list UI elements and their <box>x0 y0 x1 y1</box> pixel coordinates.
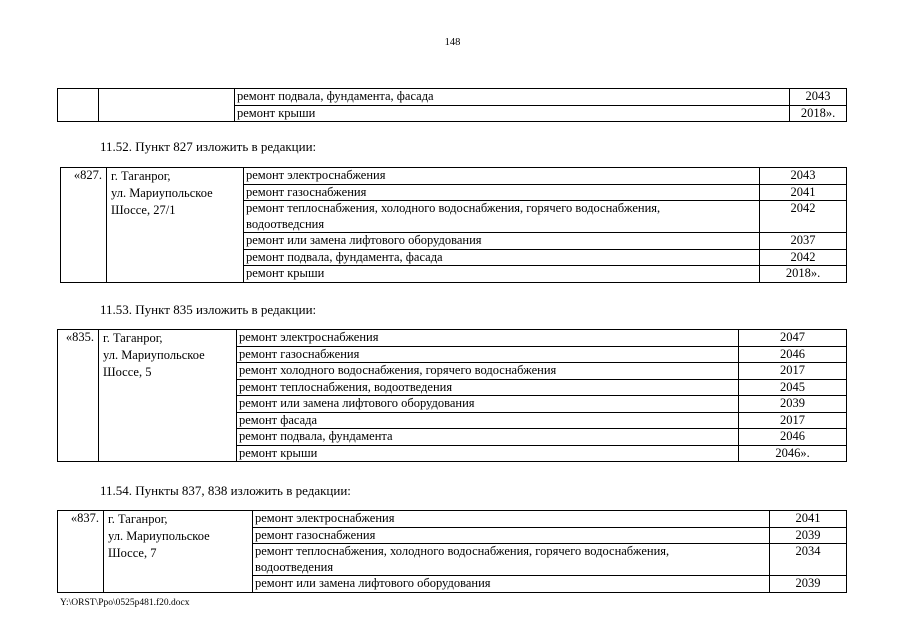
work-cell: ремонт крыши <box>237 445 739 462</box>
work-cell: ремонт подвала, фундамента, фасада <box>244 249 760 266</box>
year-cell: 2041 <box>770 511 847 528</box>
year-cell: 2039 <box>770 576 847 593</box>
item-code: «827. <box>61 168 107 283</box>
year-cell: 2017 <box>739 363 847 380</box>
year-cell: 2039 <box>770 527 847 544</box>
item-code: «837. <box>58 511 104 593</box>
address-cell <box>99 89 235 122</box>
year-cell: 2041 <box>760 184 847 201</box>
table-row <box>58 511 847 528</box>
work-cell: ремонт газоснабжения <box>244 184 760 201</box>
year-cell: 2043 <box>760 168 847 185</box>
work-cell: ремонт электроснабжения <box>244 168 760 185</box>
work-cell: ремонт холодного водоснабжения, горячего водоснабжения <box>237 363 739 380</box>
section-heading-11-52: 11.52. Пункт 827 изложить в редакции: <box>100 139 317 154</box>
address-street: ул. Мариупольское <box>103 348 205 362</box>
work-cell: ремонт газоснабжения <box>237 346 739 363</box>
address-street: ул. Мариупольское <box>111 186 213 200</box>
table-row <box>61 168 847 185</box>
year-cell: 2046». <box>739 445 847 462</box>
code-cell <box>58 89 99 122</box>
work-cell: ремонт крыши <box>235 105 790 122</box>
address-cell <box>104 511 253 593</box>
work-cell: ремонт фасада <box>237 412 739 429</box>
work-cell: ремонт или замена лифтового оборудования <box>244 233 760 250</box>
year-cell: 2039 <box>739 396 847 413</box>
work-cell: ремонт электроснабжения <box>237 330 739 347</box>
work-cell: ремонт подвала, фундамента <box>237 429 739 446</box>
item-835-table <box>57 329 847 462</box>
address-cell <box>107 168 244 283</box>
year-cell: 2042 <box>760 249 847 266</box>
address-street: ул. Мариупольское <box>108 529 210 543</box>
top-continuation-table <box>57 88 847 122</box>
address-city: г. Таганрог, <box>103 331 163 345</box>
work-cell <box>244 201 760 233</box>
work-cell: ремонт теплоснабжения, водоотведения <box>237 379 739 396</box>
address-city: г. Таганрог, <box>111 169 171 183</box>
year-cell: 2017 <box>739 412 847 429</box>
address-house: Шоссе, 7 <box>108 546 157 560</box>
year-cell: 2037 <box>760 233 847 250</box>
work-text-line: водоотведения <box>255 559 334 574</box>
work-cell: ремонт или замена лифтового оборудования <box>237 396 739 413</box>
work-cell: ремонт или замена лифтового оборудования <box>253 576 770 593</box>
table-row <box>58 89 847 106</box>
work-text-line: ремонт теплоснабжения, холодного водоснабжения, горячего водоснабжения, <box>246 201 661 215</box>
address-cell <box>99 330 237 462</box>
work-cell: ремонт крыши <box>244 266 760 283</box>
work-cell: ремонт подвала, фундамента, фасада <box>235 89 790 106</box>
year-cell: 2047 <box>739 330 847 347</box>
work-text-line: ремонт теплоснабжения, холодного водоснабжения, горячего водоснабжения, <box>255 544 670 558</box>
item-837-table <box>57 510 847 593</box>
work-cell: ремонт газоснабжения <box>253 527 770 544</box>
address-house: Шоссе, 27/1 <box>111 203 176 217</box>
item-code: «835. <box>58 330 99 462</box>
year-cell: 2045 <box>739 379 847 396</box>
page-number: 148 <box>444 37 461 48</box>
section-heading-11-53: 11.53. Пункт 835 изложить в редакции: <box>100 302 317 317</box>
year-cell: 2046 <box>739 429 847 446</box>
year-cell: 2034 <box>770 544 847 576</box>
year-cell: 2018». <box>760 266 847 283</box>
work-text-line: водоотведсния <box>246 216 325 231</box>
address-city: г. Таганрог, <box>108 512 168 526</box>
year-cell: 2043 <box>790 89 847 106</box>
year-cell: 2046 <box>739 346 847 363</box>
address-house: Шоссе, 5 <box>103 365 152 379</box>
year-cell: 2018». <box>790 105 847 122</box>
document-file-path: Y:\ORST\Ppo\0525p481.f20.docx <box>60 598 190 608</box>
item-827-table <box>60 167 847 283</box>
year-cell: 2042 <box>760 201 847 233</box>
section-heading-11-54: 11.54. Пункты 837, 838 изложить в редакции: <box>100 483 351 498</box>
table-row <box>58 330 847 347</box>
work-cell: ремонт электроснабжения <box>253 511 770 528</box>
work-cell <box>253 544 770 576</box>
